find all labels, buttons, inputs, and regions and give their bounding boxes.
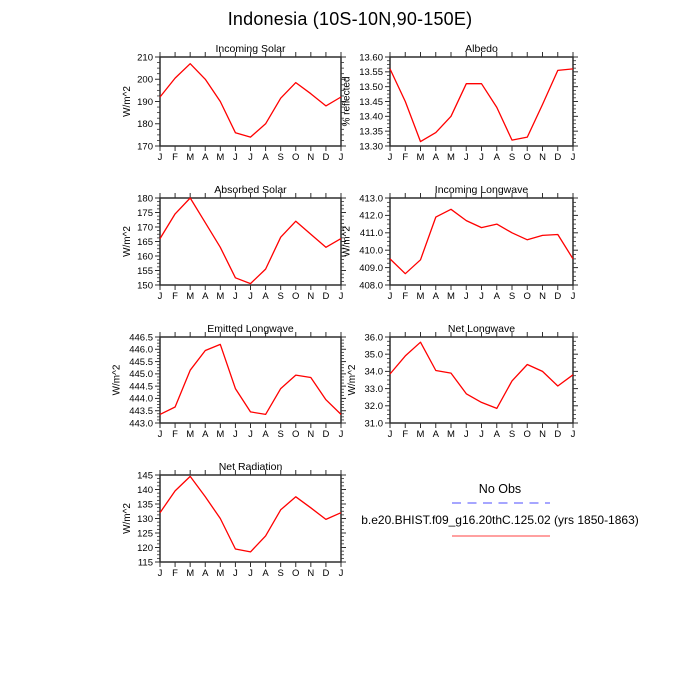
chart-title: Net Longwave [447, 323, 516, 335]
x-tick-label: A [493, 291, 500, 302]
series-line [160, 476, 341, 552]
x-tick-label: N [539, 291, 546, 302]
x-tick-label: J [387, 291, 393, 302]
y-tick-label: 410.0 [359, 245, 383, 257]
x-tick-label: M [216, 568, 225, 579]
x-tick-label: N [539, 429, 546, 440]
y-tick-label: 446.5 [129, 332, 153, 344]
y-tick-label: 150 [137, 280, 153, 292]
x-tick-label: F [172, 429, 178, 440]
y-tick-label: 140 [137, 484, 153, 496]
x-tick-label: A [202, 291, 209, 302]
x-tick-label: M [416, 291, 425, 302]
x-tick-label: M [447, 152, 455, 163]
x-tick-label: J [248, 429, 253, 440]
plot-border [160, 475, 341, 562]
x-tick-label: O [523, 291, 531, 302]
x-tick-label: D [322, 429, 330, 440]
x-tick-label: J [387, 429, 393, 440]
y-tick-label: 13.35 [359, 126, 383, 138]
series-line [390, 342, 573, 408]
y-tick-label: 200 [137, 74, 153, 86]
y-tick-label: 444.0 [129, 393, 153, 405]
y-tick-label: 13.30 [359, 141, 383, 153]
y-axis-label: W/m^2 [341, 226, 353, 257]
x-tick-label: J [338, 152, 344, 163]
x-tick-label: S [277, 568, 284, 579]
chart-title: Albedo [465, 43, 498, 55]
x-tick-label: A [202, 152, 209, 163]
y-tick-label: 35.0 [364, 349, 383, 361]
series-line [160, 198, 341, 284]
y-tick-label: 34.0 [364, 366, 383, 378]
chart-net-radiation [122, 461, 346, 579]
chart-title: Emitted Longwave [207, 323, 294, 335]
x-tick-label: D [554, 291, 562, 302]
y-tick-label: 120 [137, 542, 153, 554]
x-tick-label: S [277, 152, 284, 163]
y-tick-label: 443.5 [129, 406, 153, 418]
x-tick-label: F [402, 291, 409, 302]
x-tick-label: J [387, 152, 393, 163]
x-tick-label: J [463, 152, 469, 163]
series-line [160, 64, 341, 137]
chart-title: Incoming Solar [215, 43, 286, 55]
y-tick-label: 155 [137, 265, 153, 277]
x-tick-label: A [202, 429, 209, 440]
x-tick-label: D [322, 152, 330, 163]
x-tick-label: A [432, 429, 439, 440]
y-tick-label: 13.55 [359, 67, 383, 79]
legend-no-obs-label: No Obs [478, 482, 522, 496]
x-tick-label: F [402, 429, 409, 440]
page-title: Indonesia (10S-10N,90-150E) [227, 9, 473, 29]
plot-border [390, 337, 573, 423]
plot-border [390, 198, 573, 285]
x-tick-label: S [277, 291, 284, 302]
chart-absorbed-solar [122, 184, 346, 302]
x-tick-label: A [262, 152, 269, 163]
x-tick-label: A [262, 429, 269, 440]
x-tick-label: M [216, 291, 225, 302]
y-tick-label: 32.0 [364, 401, 383, 413]
y-tick-label: 446.0 [129, 344, 153, 356]
legend-model-label: b.e20.BHIST.f09_g16.20thC.125.02 (yrs 1850-1863) [361, 513, 639, 527]
x-tick-label: J [479, 152, 484, 163]
x-tick-label: F [172, 568, 178, 579]
plot-border [160, 337, 341, 423]
series-line [390, 69, 573, 142]
x-tick-label: O [292, 568, 300, 579]
y-tick-label: 170 [137, 141, 153, 153]
y-tick-label: 13.40 [359, 111, 383, 123]
x-tick-label: N [307, 568, 315, 579]
x-tick-label: A [432, 152, 439, 163]
x-tick-label: A [493, 152, 500, 163]
y-tick-label: 13.60 [359, 52, 383, 64]
y-tick-label: 443.0 [129, 418, 153, 430]
y-tick-label: 409.0 [359, 262, 383, 274]
chart-title: Net Radiation [218, 461, 283, 473]
model-solid-line-icon [452, 533, 550, 539]
x-tick-label: D [322, 291, 330, 302]
x-tick-label: J [157, 291, 163, 302]
y-tick-label: 115 [137, 557, 153, 569]
x-tick-label: A [432, 291, 439, 302]
x-tick-label: A [262, 291, 269, 302]
y-tick-label: 444.5 [129, 381, 153, 393]
x-tick-label: J [463, 291, 469, 302]
chart-albedo [342, 43, 579, 163]
x-tick-label: N [539, 152, 546, 163]
x-tick-label: S [508, 291, 516, 302]
chart-incoming-longwave [342, 184, 579, 302]
chart-net-longwave [347, 323, 578, 440]
x-tick-label: D [322, 568, 330, 579]
series-line [390, 209, 573, 273]
x-tick-label: J [157, 152, 163, 163]
x-tick-label: D [554, 152, 562, 163]
chart-emitted-longwave [112, 323, 347, 440]
x-tick-label: F [172, 152, 178, 163]
x-tick-label: M [186, 429, 195, 440]
y-tick-label: 408.0 [359, 280, 383, 292]
y-tick-label: 13.50 [359, 81, 383, 93]
y-axis-label: W/m^2 [122, 503, 134, 534]
x-tick-label: J [570, 152, 576, 163]
y-tick-label: 130 [137, 513, 153, 525]
x-tick-label: S [508, 152, 516, 163]
x-tick-label: M [186, 152, 195, 163]
y-tick-label: 445.0 [129, 369, 153, 381]
chart-title: Incoming Longwave [434, 184, 529, 196]
x-tick-label: J [463, 429, 469, 440]
x-tick-label: M [447, 291, 455, 302]
x-tick-label: J [338, 291, 344, 302]
y-tick-label: 13.45 [359, 96, 383, 108]
x-tick-label: A [262, 568, 269, 579]
y-tick-label: 190 [137, 96, 153, 108]
chart-incoming-solar [122, 43, 346, 163]
y-tick-label: 180 [137, 193, 153, 205]
y-axis-label: W/m^2 [111, 364, 123, 396]
y-axis-label: W/m^2 [346, 364, 358, 396]
x-tick-label: D [554, 429, 562, 440]
x-tick-label: A [493, 429, 500, 440]
y-tick-label: 33.0 [364, 383, 383, 395]
y-tick-label: 165 [137, 236, 153, 248]
y-tick-label: 145 [137, 470, 153, 482]
no-obs-dashed-line-icon [452, 500, 550, 506]
y-tick-label: 175 [137, 207, 153, 219]
y-tick-label: 412.0 [359, 210, 383, 222]
y-tick-label: 210 [137, 52, 153, 64]
x-tick-label: M [216, 152, 225, 163]
x-tick-label: N [307, 152, 315, 163]
x-tick-label: J [233, 429, 238, 440]
y-tick-label: 445.5 [129, 356, 153, 368]
x-tick-label: J [157, 429, 163, 440]
x-tick-label: J [570, 291, 576, 302]
x-tick-label: J [248, 291, 253, 302]
y-tick-label: 31.0 [364, 418, 383, 430]
x-tick-label: J [233, 291, 238, 302]
x-tick-label: O [292, 152, 300, 163]
x-tick-label: J [248, 152, 253, 163]
y-tick-label: 413.0 [359, 193, 383, 205]
x-tick-label: S [277, 429, 284, 440]
x-tick-label: J [233, 568, 238, 579]
y-axis-label: W/m^2 [122, 226, 134, 257]
x-tick-label: J [157, 568, 163, 579]
x-tick-label: M [416, 429, 425, 440]
y-tick-label: 411.0 [359, 228, 383, 240]
plot-border [160, 198, 341, 285]
plot-border [160, 57, 341, 146]
x-tick-label: J [570, 429, 576, 440]
y-tick-label: 180 [137, 119, 153, 131]
x-tick-label: A [202, 568, 209, 579]
x-tick-label: N [307, 429, 315, 440]
x-tick-label: J [233, 152, 238, 163]
x-tick-label: J [338, 429, 344, 440]
series-line [160, 344, 341, 414]
x-tick-label: N [307, 291, 315, 302]
x-tick-label: M [447, 429, 455, 440]
x-tick-label: S [508, 429, 516, 440]
y-axis-label: W/m^2 [122, 86, 134, 117]
x-tick-label: J [338, 568, 344, 579]
x-tick-label: J [479, 429, 484, 440]
x-tick-label: O [292, 429, 300, 440]
x-tick-label: F [402, 152, 409, 163]
x-tick-label: J [248, 568, 253, 579]
chart-title: Absorbed Solar [214, 184, 287, 196]
x-tick-label: M [416, 152, 425, 163]
y-tick-label: 170 [137, 222, 153, 234]
x-tick-label: M [186, 291, 195, 302]
x-tick-label: O [523, 152, 531, 163]
y-axis-label: % reflected [341, 76, 353, 127]
y-tick-label: 135 [137, 499, 153, 511]
y-tick-label: 160 [137, 251, 153, 263]
y-tick-label: 36.0 [364, 332, 383, 344]
x-tick-label: F [172, 291, 178, 302]
x-tick-label: O [523, 429, 531, 440]
x-tick-label: M [186, 568, 195, 579]
x-tick-label: M [216, 429, 225, 440]
y-tick-label: 125 [137, 528, 153, 540]
x-tick-label: O [292, 291, 300, 302]
x-tick-label: J [479, 291, 484, 302]
